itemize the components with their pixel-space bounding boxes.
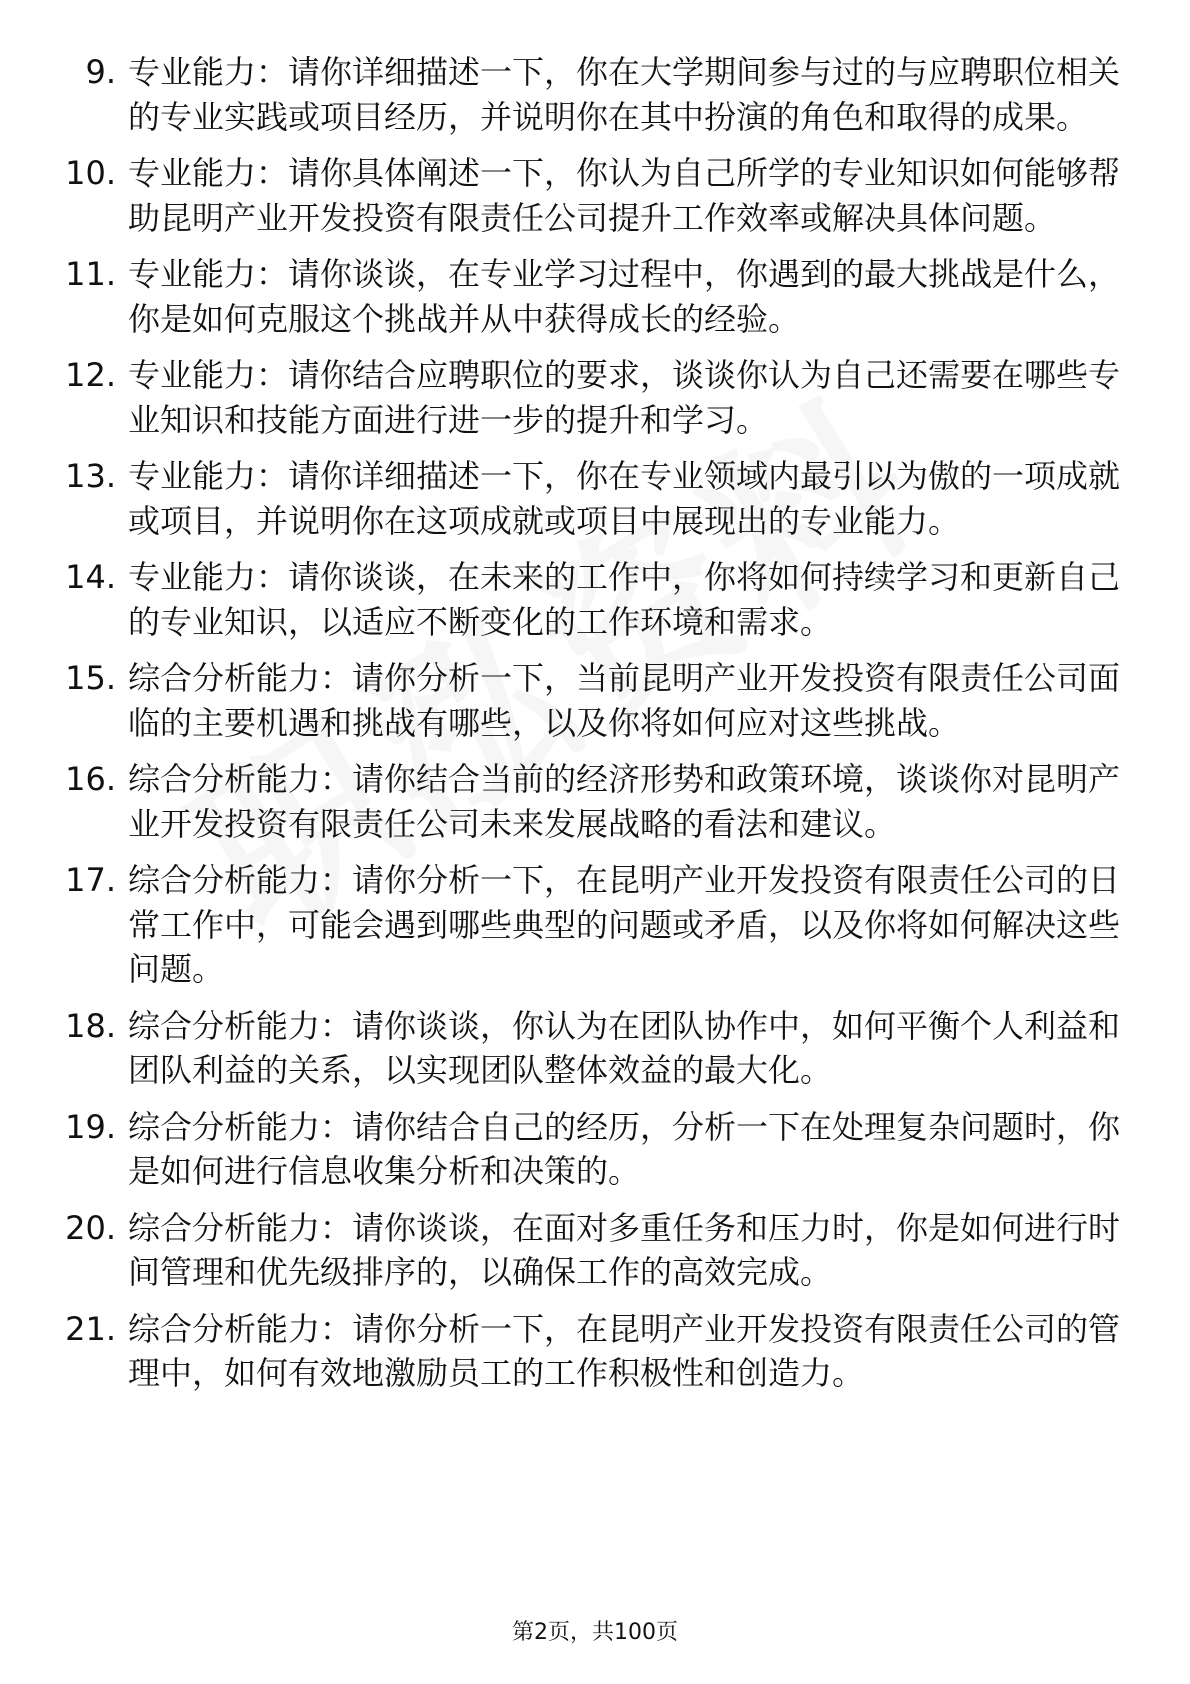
question-text: 专业能力：请你详细描述一下，你在专业领域内最引以为傲的一项成就或项目，并说明你在这项成就或项目中展现出的专业能力。 [128,457,1121,540]
question-number: 13. [65,457,116,495]
question-number: 18. [65,1006,116,1045]
question-item [60,454,1130,543]
question-text: 综合分析能力：请你谈谈，你认为在团队协作中，如何平衡个人利益和团队利益的关系，以实现团队整体效益的最大化。 [128,1006,1121,1089]
question-item [60,1105,1130,1194]
question-item [60,757,1130,846]
question-item [60,1004,1130,1093]
question-item [60,1307,1130,1396]
question-text: 综合分析能力：请你谈谈，在面对多重任务和压力时，你是如何进行时间管理和优先级排序的，以确保工作的高效完成。 [128,1208,1121,1291]
question-text: 综合分析能力：请你结合自己的经历，分析一下在处理复杂问题时，你是如何进行信息收集分析和决策的。 [128,1107,1121,1190]
question-number: 12. [65,356,116,394]
question-text: 综合分析能力：请你分析一下，在昆明产业开发投资有限责任公司的管理中，如何有效地激励员工的工作积极性和创造力。 [128,1309,1121,1392]
question-text: 专业能力：请你详细描述一下，你在大学期间参与过的与应聘职位相关的专业实践或项目经历，并说明你在其中扮演的角色和取得的成果。 [128,53,1121,136]
question-item [60,353,1130,442]
question-text: 综合分析能力：请你结合当前的经济形势和政策环境，谈谈你对昆明产业开发投资有限责任公司未来发展战略的看法和建议。 [128,760,1121,843]
question-item [60,858,1130,992]
question-item [60,252,1130,341]
question-number: 9. [85,53,116,91]
question-text: 专业能力：请你结合应聘职位的要求，谈谈你认为自己还需要在哪些专业知识和技能方面进行进一步的提升和学习。 [128,356,1121,439]
question-list [60,50,1130,1396]
question-item [60,555,1130,644]
question-text: 专业能力：请你谈谈，在专业学习过程中，你遇到的最大挑战是什么，你是如何克服这个挑战并从中获得成长的经验。 [128,255,1121,338]
question-item [60,1206,1130,1295]
question-number: 21. [65,1309,116,1348]
question-text: 专业能力：请你具体阐述一下，你认为自己所学的专业知识如何能够帮助昆明产业开发投资有限责任公司提升工作效率或解决具体问题。 [128,154,1121,237]
question-number: 11. [65,255,116,293]
question-text: 综合分析能力：请你分析一下，在昆明产业开发投资有限责任公司的日常工作中，可能会遇到哪些典型的问题或矛盾，以及你将如何解决这些问题。 [128,861,1121,988]
question-number: 15. [65,659,116,697]
question-number: 14. [65,558,116,596]
question-text: 专业能力：请你谈谈，在未来的工作中，你将如何持续学习和更新自己的专业知识，以适应不断变化的工作环境和需求。 [128,558,1121,641]
question-item [60,151,1130,240]
question-number: 16. [65,760,116,798]
question-number: 20. [65,1208,116,1247]
question-number: 19. [65,1107,116,1146]
page-footer: 第2页，共100页 [512,1620,678,1645]
question-text: 综合分析能力：请你分析一下，当前昆明产业开发投资有限责任公司面临的主要机遇和挑战有哪些，以及你将如何应对这些挑战。 [128,659,1121,742]
question-item [60,656,1130,745]
question-number: 10. [65,154,116,192]
question-number: 17. [65,861,116,899]
question-item [60,50,1130,139]
